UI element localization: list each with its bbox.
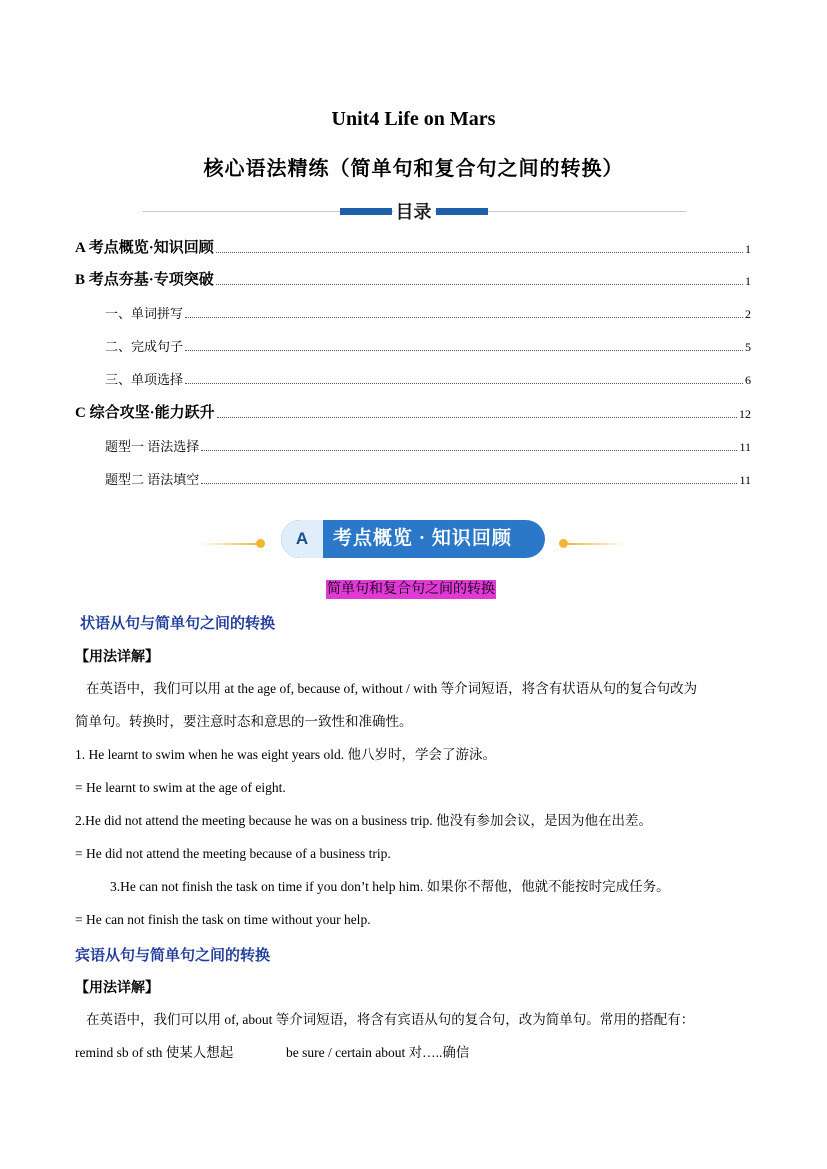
paragraph-line: 在英语中，我们可以用 of, about 等介词短语，将含有宾语从句的复合句，改为简单句。常用的搭配有： — [86, 1012, 695, 1027]
toc-item-label: 二、完成句子 — [105, 339, 184, 354]
banner-dot-left — [256, 539, 265, 548]
document-title: Unit4 Life on Mars — [331, 108, 496, 130]
usage-label: 【用法详解】 — [75, 981, 159, 996]
banner-text: 考点概览 · 知识回顾 — [333, 528, 512, 549]
toc-leader — [185, 383, 743, 384]
section-heading: 状语从句与简单句之间的转换 — [80, 616, 276, 632]
highlight-title: 简单句和复合句之间的转换 — [327, 582, 495, 597]
paragraph-line: 简单句。转换时，要注意时态和意思的一致性和准确性。 — [75, 714, 413, 729]
toc-item-page: 11 — [739, 473, 751, 487]
toc-leader — [217, 417, 737, 418]
toc-item-page: 5 — [745, 340, 751, 354]
toc-item[interactable] — [75, 271, 751, 289]
toc-item[interactable] — [105, 370, 751, 388]
example-sentence: 2.He did not attend the meeting because he was on a business trip. 他没有参加会议，是因为他在出差。 — [75, 813, 653, 828]
toc-item[interactable] — [105, 470, 751, 488]
toc-item-page: 6 — [745, 373, 751, 387]
usage-label: 【用法详解】 — [75, 650, 159, 665]
toc-heading — [0, 198, 827, 224]
toc-item[interactable] — [105, 337, 751, 355]
toc-item[interactable] — [105, 304, 751, 322]
toc-item-label: B 考点夯基·专项突破 — [75, 272, 214, 288]
section-banner — [281, 520, 545, 558]
example-sentence: = He learnt to swim at the age of eight. — [75, 780, 286, 795]
toc-item[interactable] — [75, 239, 751, 257]
toc-item-page: 12 — [739, 407, 751, 421]
example-sentence: = He did not attend the meeting because of a business trip. — [75, 846, 391, 861]
toc-leader — [216, 284, 743, 285]
toc-item-label: 题型一 语法选择 — [105, 439, 200, 454]
toc-leader — [185, 350, 743, 351]
toc-leader — [201, 483, 737, 484]
toc-heading-text: 目录 — [393, 202, 435, 222]
toc-item[interactable] — [75, 404, 751, 422]
example-sentence: 1. He learnt to swim when he was eight years old. 他八岁时，学会了游泳。 — [75, 747, 497, 762]
banner-line-right — [567, 543, 625, 545]
toc-item-page: 2 — [745, 307, 751, 321]
example-sentence: 3.He can not finish the task on time if you don’t help him. 如果你不帮他，他就不能按时完成任务。 — [110, 879, 670, 894]
toc-item-page: 11 — [739, 440, 751, 454]
toc-item-label: C 综合攻坚·能力跃升 — [75, 405, 215, 421]
banner-dot-right — [559, 539, 568, 548]
collocation-item: be sure / certain about 对…..确信 — [286, 1045, 470, 1060]
toc-item-label: 题型二 语法填空 — [105, 472, 200, 487]
toc-leader — [201, 450, 737, 451]
banner-letter: A — [281, 520, 323, 558]
section-heading: 宾语从句与简单句之间的转换 — [75, 948, 271, 964]
toc-item-label: 一、单词拼写 — [105, 306, 184, 321]
toc-item-page: 1 — [745, 274, 751, 288]
toc-leader — [216, 252, 743, 253]
toc-item-label: A 考点概览·知识回顾 — [75, 240, 214, 256]
paragraph-line: 在英语中，我们可以用 at the age of, because of, without / with 等介词短语，将含有状语从句的复合句改为 — [86, 681, 698, 696]
banner-line-left — [200, 543, 258, 545]
toc-leader — [185, 317, 743, 318]
toc-item-page: 1 — [745, 242, 751, 256]
example-sentence: = He can not finish the task on time without your help. — [75, 912, 371, 927]
toc-item[interactable] — [105, 437, 751, 455]
document-subtitle: 核心语法精练（简单句和复合句之间的转换） — [203, 158, 624, 180]
toc-item-label: 三、单项选择 — [105, 372, 184, 387]
collocation-item: remind sb of sth 使某人想起 — [75, 1045, 234, 1060]
